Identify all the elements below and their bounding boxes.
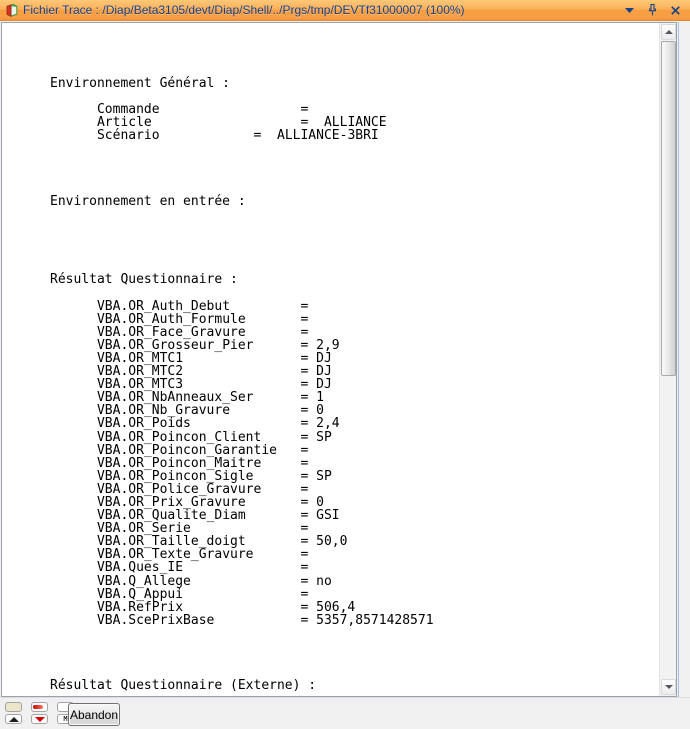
trace-entry: VBA.OR_Poids = 2,4: [96, 416, 340, 432]
trace-entry: VBA.Q_Appui =: [96, 586, 309, 602]
entry-label: VBA.Ques_IE: [96, 560, 184, 576]
trace-entry: VBA.OR_Serie =: [96, 521, 309, 537]
blank-line: [50, 156, 434, 169]
red-marker-button[interactable]: [31, 702, 48, 712]
trace-entry: VBA.OR_MTC2 = DJ: [96, 364, 332, 380]
entry-label: VBA.OR_Police_Gravure: [96, 481, 262, 497]
blank-line: [50, 627, 434, 640]
marker-m-icon: M: [63, 714, 68, 723]
entry-label: VBA.ScePrixBase: [96, 612, 215, 628]
entry-value: ALLIANCE-3BRI: [277, 128, 379, 144]
entry-label: VBA.OR_Prix_Gravure: [96, 495, 246, 510]
black-up-triangle-icon: [9, 717, 19, 722]
trace-viewer: [1, 22, 677, 697]
titlebar-buttons: [622, 3, 690, 17]
entry-value: ALLIANCE: [323, 115, 387, 131]
entry-value: 2,4: [316, 416, 340, 432]
trace-entry: VBA.OR_Prix_Gravure = 0: [96, 495, 324, 510]
entry-label: VBA.OR_Texte_Gravure: [96, 547, 254, 563]
trace-entry: VBA.OR_Face_Gravure =: [96, 324, 309, 340]
chevron-down-icon[interactable]: [622, 3, 636, 17]
entry-value: SP: [316, 429, 332, 445]
entry-value: 506,4: [316, 599, 356, 615]
blank-line: [50, 208, 434, 221]
trace-entry: VBA.OR_MTC1 = DJ: [96, 350, 332, 366]
entry-value: SP: [316, 468, 332, 484]
entry-label: VBA.OR_Poincon_Sigle: [96, 468, 254, 484]
trace-entry: VBA.Ques_IE =: [96, 560, 309, 576]
trace-entry: Commande =: [96, 102, 309, 118]
section-header-text: Résultat Questionnaire (Externe) :: [50, 678, 317, 694]
trace-entry: VBA.OR_Poincon_Client = SP: [96, 429, 332, 445]
beige-marker-button[interactable]: [5, 702, 22, 712]
section-header: [50, 77, 434, 90]
trace-entry: VBA.OR_Poincon_Garantie =: [96, 442, 309, 458]
trace-entry: VBA.OR_Poincon_Maitre =: [96, 455, 309, 471]
entry-label: VBA.OR_Poincon_Maitre: [96, 455, 262, 471]
blank-line: [50, 234, 434, 247]
abandon-button[interactable]: [68, 703, 120, 726]
scroll-up-arrow-icon: [665, 30, 673, 34]
blank-line: [50, 221, 434, 234]
trace-entry: VBA.OR_NbAnneaux_Ser = 1: [96, 390, 324, 406]
trace-entry: VBA.OR_Texte_Gravure =: [96, 547, 309, 563]
entry-value: DJ: [316, 364, 332, 380]
entry-label: VBA.Q_Appui: [96, 586, 184, 602]
entry-value: 5357,8571428571: [316, 612, 434, 628]
blank-line: [50, 169, 434, 182]
titlebar: [0, 0, 690, 21]
entry-label: VBA.OR_Poincon_Garantie: [96, 442, 277, 458]
window-title: Fichier Trace : /Diap/Beta3105/devt/Diap/Shell/../Prgs/tmp/DEVTf31000007 (100%): [23, 2, 465, 17]
trace-entry: VBA.Q_Allege = no: [96, 573, 332, 589]
blank-line: [50, 142, 434, 155]
trace-entry: VBA.OR_Grosseur_Pier = 2,9: [96, 337, 340, 353]
entry-label: VBA.OR_Nb_Gravure: [96, 403, 231, 419]
trace-entry: VBA.OR_Taille_doigt = 50,0: [96, 534, 348, 550]
entry-value: 2,9: [316, 337, 340, 353]
entry-label: VBA.OR_Auth_Formule: [96, 311, 246, 327]
entry-label: VBA.OR_MTC3: [96, 377, 184, 393]
entry-label: Scénario: [96, 128, 160, 144]
abandon-button-label: Abandon: [69, 707, 119, 722]
entry-value: 0: [316, 403, 324, 419]
nav-up-button[interactable]: [5, 714, 22, 724]
entry-value: 1: [316, 390, 324, 406]
entry-value: no: [316, 573, 332, 589]
trace-entry: VBA.OR_Auth_Debut =: [96, 298, 309, 314]
trace-entry: VBA.OR_Auth_Formule =: [96, 311, 309, 327]
red-down-triangle-icon: [35, 717, 45, 722]
section-header: [50, 679, 434, 692]
entry-label: VBA.OR_Poids: [96, 416, 191, 432]
entry-value: GSI: [316, 508, 340, 524]
entry-label: Commande: [96, 102, 160, 118]
entry-label: VBA.OR_MTC1: [96, 350, 184, 366]
trace-entry: VBA.OR_Police_Gravure =: [96, 481, 309, 497]
entry-label: VBA.OR_Qualite_Diam: [96, 508, 246, 524]
scrollbar-down-button[interactable]: [661, 679, 676, 695]
entry-label: VBA.OR_Auth_Debut: [96, 298, 231, 314]
trace-entry: VBA.OR_Qualite_Diam = GSI: [96, 508, 340, 524]
entry-label: VBA.OR_Serie: [96, 521, 191, 537]
entry-label: VBA.OR_Face_Gravure: [96, 324, 246, 340]
trace-entry: VBA.OR_Nb_Gravure = 0: [96, 403, 324, 419]
entry-value: DJ: [316, 350, 332, 366]
entry-label: VBA.RefPrix: [96, 599, 184, 615]
section-header-text: Environnement Général :: [50, 76, 231, 91]
pane-right-edge: [678, 22, 679, 729]
trace-entry: Article = ALLIANCE: [96, 115, 387, 131]
trace-text: [50, 23, 434, 692]
scroll-down-arrow-icon: [665, 685, 673, 689]
trace-entry: VBA.RefPrix = 506,4: [96, 599, 356, 615]
close-icon[interactable]: [668, 3, 682, 17]
trace-entry: Scénario = ALLIANCE-3BRI: [96, 128, 379, 144]
entry-label: VBA.OR_Taille_doigt: [96, 534, 246, 550]
entry-value: 0: [316, 495, 324, 510]
blank-line: [50, 247, 434, 260]
footer-bar: [0, 697, 690, 729]
scrollbar-thumb[interactable]: [661, 41, 676, 376]
section-header: [50, 273, 434, 286]
entry-value: DJ: [316, 377, 332, 393]
section-header-text: Résultat Questionnaire :: [50, 272, 238, 288]
pin-icon[interactable]: [645, 3, 659, 17]
scrollbar-up-button[interactable]: [661, 24, 676, 40]
entry-label: VBA.OR_Poincon_Client: [96, 429, 262, 445]
entry-value: 50,0: [316, 534, 348, 550]
book-icon: [4, 3, 19, 18]
entry-label: VBA.OR_Grosseur_Pier: [96, 337, 254, 353]
section-header: [50, 195, 434, 208]
blank-line: [50, 653, 434, 666]
vertical-scrollbar[interactable]: [659, 23, 676, 696]
trace-entry: VBA.OR_MTC3 = DJ: [96, 377, 332, 393]
entry-label: VBA.Q_Allege: [96, 573, 191, 589]
trace-entry: VBA.ScePrixBase = 5357,8571428571: [96, 612, 434, 628]
entry-label: VBA.OR_MTC2: [96, 364, 184, 380]
section-header-text: Environnement en entrée :: [50, 193, 246, 209]
nav-down-button[interactable]: [31, 714, 48, 724]
entry-label: VBA.OR_NbAnneaux_Ser: [96, 390, 254, 406]
trace-entry: VBA.OR_Poincon_Sigle = SP: [96, 468, 332, 484]
entry-label: Article: [96, 115, 152, 131]
blank-line: [50, 640, 434, 653]
red-bar-icon: [33, 705, 43, 709]
